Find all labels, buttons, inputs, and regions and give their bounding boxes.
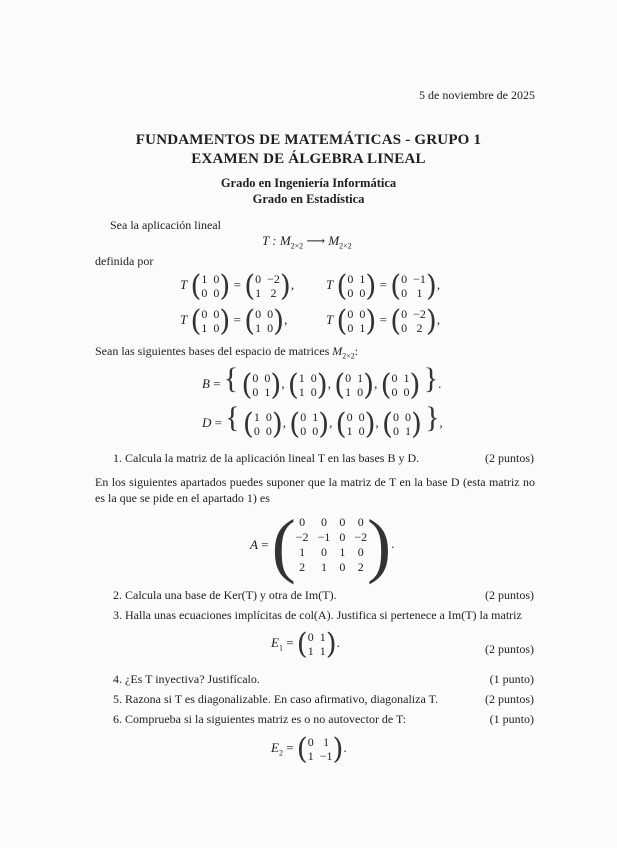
basis-B-entry: 1 (357, 371, 364, 386)
e11-entry: 1 (201, 272, 208, 286)
question-3: 3. Halla unas ecuaciones implícitas de col(A). Justifica si pertenece a Im(T) la matriz (113, 608, 522, 622)
matrix-A-entry: −1 (317, 530, 331, 544)
intro-sea: Sea la aplicación lineal (110, 218, 221, 232)
matrix-E2-entry: 1 (323, 735, 330, 749)
basis-B-entry: 0 (252, 385, 259, 400)
basis-B: B = { ( 0 0 0 1 ) , ( 1 0 1 0 ) , ( 0 1 1 0 ) , ( 0 1 0 0 ) }. (202, 362, 442, 402)
degree-informatica: Grado en Ingeniería Informática (220, 176, 397, 190)
question-5: 5. Razona si T es diagonalizable. En caso afirmativo, diagonaliza T. (113, 692, 439, 706)
basis-D: D = { ( 1 0 0 0 ) , ( 0 1 0 0 ) , ( 0 0 1 0 ) , ( 0 0 0 1 ) }, (202, 401, 443, 441)
basis-D-matrix-3: ( 0 0 1 0 ) (335, 406, 376, 441)
e12-entry: 0 (347, 272, 354, 286)
e11-entry: 0 (201, 286, 208, 300)
T-e21: T ( 0 0 1 0 ) = ( 0 0 1 0 ) , (180, 303, 288, 338)
e12-entry: 0 (347, 286, 354, 300)
basis-B-entry: 0 (357, 385, 364, 400)
basis-B-matrix-4: ( 0 1 0 0 ) (380, 367, 421, 402)
matrix-E1-entry: 1 (319, 644, 326, 658)
question-4-points: (1 punto) (489, 672, 534, 686)
T-e12: T ( 0 1 0 0 ) = ( 0 −1 0 1 ) , (326, 268, 441, 303)
matrix-E2: $E_2$ = ( 0 1 1 −1 ) . (271, 731, 347, 766)
e21-entry: 0 (213, 321, 220, 335)
paragraph-matrix-A: En los siguientes apartados puedes suponer que la matriz de T en la base D (esta matriz no es la que se pide en el apartado 1) es (95, 475, 535, 505)
matrix-A-entry: 0 (320, 515, 327, 529)
matrix-E1-entry: 0 (307, 630, 314, 644)
basis-B-entry: 0 (345, 371, 352, 386)
question-1: 1. Calcula la matriz de la aplicación lineal T en las bases B y D. (113, 451, 420, 465)
T-e21-entry: 0 (267, 307, 274, 321)
matrix-A-entry: 1 (299, 545, 306, 559)
T-e21-entry: 0 (255, 307, 262, 321)
basis-D-entry: 0 (265, 424, 272, 439)
T-e12-entry: −1 (413, 272, 426, 286)
e22-entry: 1 (359, 321, 366, 335)
basis-B-entry: 1 (298, 371, 305, 386)
basis-D-entry: 1 (346, 424, 353, 439)
T-e12-entry: 1 (416, 286, 423, 300)
T-e11-entry: −2 (267, 272, 280, 286)
basis-B-entry: 0 (310, 371, 317, 386)
matrix-E2-entry: 1 (307, 749, 314, 763)
matrix-A-entry: −2 (295, 530, 309, 544)
basis-D-entry: 0 (265, 410, 272, 425)
basis-D-entry: 0 (253, 424, 260, 439)
e22-entry: 0 (347, 307, 354, 321)
basis-B-entry: 0 (310, 385, 317, 400)
basis-D-separator: , (282, 415, 290, 430)
matrix-E1-entry: 1 (307, 644, 314, 658)
matrix-A-entry: 1 (320, 560, 327, 574)
basis-D-entry: 0 (300, 424, 307, 439)
T-e22-entry: 0 (401, 307, 408, 321)
basis-B-entry: 0 (264, 371, 271, 386)
basis-D-entry: 0 (358, 410, 365, 425)
e12-entry: 0 (359, 286, 366, 300)
basis-D-matrix-4: ( 0 0 0 1 ) (382, 406, 422, 441)
basis-B-entry: 0 (391, 371, 398, 386)
basis-B-matrix-3: ( 0 1 1 0 ) (334, 367, 375, 402)
matrix-A: A = ( 0 0 0 0 −2 −1 0 −2 1 0 1 0 2 1 0 2 ) . (250, 505, 395, 585)
e21-entry: 1 (201, 321, 208, 335)
basis-B-entry: 0 (391, 385, 398, 400)
matrix-A-entry: 0 (357, 545, 364, 559)
T-e11: T ( 1 0 0 0 ) = ( 0 −2 1 2 ) , (180, 268, 295, 303)
basis-B-entry: 0 (403, 385, 410, 400)
basis-B-matrix-1: ( 0 0 0 1 ) (241, 367, 282, 402)
e11-entry: 0 (213, 272, 220, 286)
e12-entry: 1 (359, 272, 366, 286)
basis-D-matrix-1: ( 1 0 0 0 ) (242, 406, 283, 441)
T-e22-entry: 0 (401, 321, 408, 335)
basis-B-entry: 1 (403, 371, 410, 386)
matrix-A-entry: 1 (339, 545, 346, 559)
matrix-E1-entry: 1 (319, 630, 326, 644)
matrix-A-entry: 0 (320, 545, 327, 559)
T-e12-entry: 0 (401, 286, 408, 300)
exam-date: 5 de noviembre de 2025 (419, 88, 535, 102)
basis-B-separator: , (281, 376, 288, 391)
matrix-A-entry: 0 (339, 560, 346, 574)
basis-B-entry: 1 (264, 385, 271, 400)
question-6-points: (1 punto) (489, 712, 534, 726)
basis-D-entry: 0 (392, 424, 399, 439)
basis-D-separator: , (375, 415, 383, 430)
basis-D-entry: 0 (358, 424, 365, 439)
basis-D-separator: , (329, 415, 336, 430)
question-2-points: (2 puntos) (485, 588, 534, 602)
T-e21-entry: 1 (255, 321, 262, 335)
e21-entry: 0 (213, 307, 220, 321)
intro-definida: definida por (95, 254, 154, 268)
T-e11-entry: 0 (255, 272, 262, 286)
question-3-points: (2 puntos) (485, 642, 534, 656)
matrix-A-entry: −2 (354, 530, 368, 544)
bases-text: Sean las siguientes bases del espacio de matrices $M_{2\times 2}$: (95, 344, 359, 361)
e11-entry: 0 (213, 286, 220, 300)
matrix-A-entry: 0 (339, 515, 346, 529)
T-e11-entry: 1 (255, 286, 262, 300)
e22-entry: 0 (347, 321, 354, 335)
course-title: FUNDAMENTOS DE MATEMÁTICAS - GRUPO 1 (135, 132, 482, 148)
basis-D-entry: 1 (312, 410, 319, 425)
question-2: 2. Calcula una base de Ker(T) y otra de Im(T). (113, 588, 337, 602)
basis-D-entry: 0 (392, 410, 399, 425)
e22-entry: 0 (359, 307, 366, 321)
matrix-E2-entry: 0 (307, 735, 314, 749)
T-e22-entry: 2 (416, 321, 423, 335)
basis-B-matrix-2: ( 1 0 1 0 ) (287, 367, 328, 402)
T-e22: T ( 0 0 0 1 ) = ( 0 −2 0 2 ) , (326, 303, 441, 338)
basis-D-matrix-2: ( 0 1 0 0 ) (289, 406, 330, 441)
T-e12-entry: 0 (401, 272, 408, 286)
question-4: 4. ¿Es T inyectiva? Justifícalo. (113, 672, 260, 686)
matrix-A-entry: 2 (299, 560, 306, 574)
matrix-A-entry: 0 (339, 530, 346, 544)
basis-D-entry: 1 (404, 424, 411, 439)
e21-entry: 0 (201, 307, 208, 321)
T-e11-entry: 2 (270, 286, 277, 300)
exam-title: EXAMEN DE ÁLGEBRA LINEAL (191, 151, 426, 167)
matrix-E1: $E_1$ = ( 0 1 1 1 ) . (271, 626, 340, 661)
matrix-A-entry: 2 (357, 560, 364, 574)
basis-D-entry: 1 (253, 410, 260, 425)
matrix-E2-entry: −1 (319, 749, 333, 763)
matrix-A-entry: 0 (299, 515, 306, 529)
basis-D-entry: 0 (404, 410, 411, 425)
T-e21-entry: 0 (267, 321, 274, 335)
basis-B-entry: 1 (345, 385, 352, 400)
degree-estadistica: Grado en Estadística (252, 192, 365, 206)
basis-D-entry: 0 (300, 410, 307, 425)
basis-D-entry: 0 (346, 410, 353, 425)
basis-B-separator: , (374, 376, 381, 391)
T-e22-entry: −2 (413, 307, 426, 321)
question-6: 6. Comprueba si la siguientes matriz es o no autovector de T: (113, 712, 407, 726)
question-1-points: (2 puntos) (485, 451, 534, 465)
basis-D-entry: 0 (312, 424, 319, 439)
map-definition: T : $M_{2\times 2}$ ⟶ $M_{2\times 2}$ (262, 233, 352, 251)
matrix-A-entry: 0 (357, 515, 364, 529)
basis-B-separator: , (327, 376, 335, 391)
question-5-points: (2 puntos) (485, 692, 534, 706)
basis-B-entry: 1 (298, 385, 305, 400)
basis-B-entry: 0 (252, 371, 259, 386)
